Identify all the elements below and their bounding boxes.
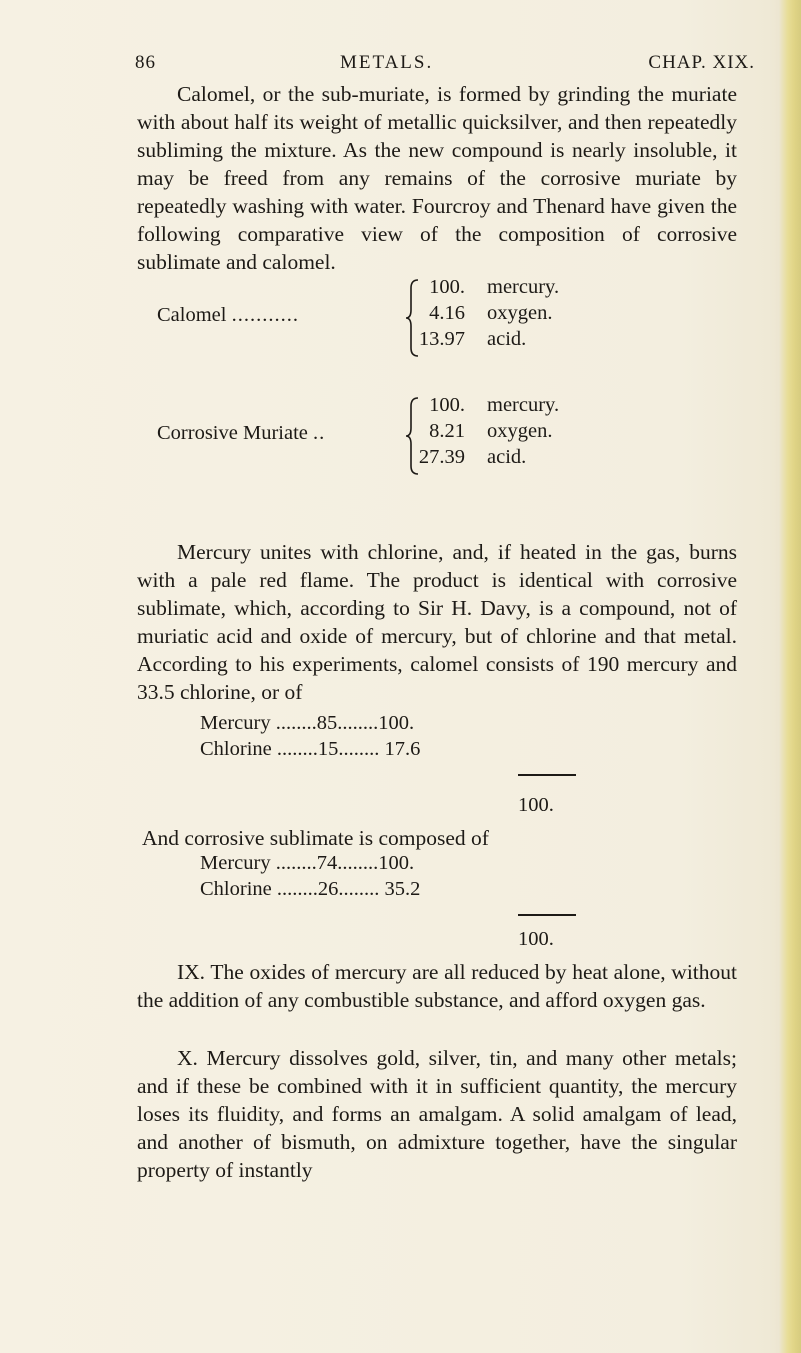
calomel-brace-table [137,276,757,360]
intro-text: Calomel, or the sub-muriate, is formed by grinding the muriate with about half its weight of metallic quicksilver, and then repeatedly subliming the mixture. As the new compound is nearly insoluble, it may be freed from any remains of the corrosive muriate by repeatedly washing with water. Fourcroy and Thenard have given the following comparative view of the composition of corrosive sublimate and calomel. [137,82,737,274]
running-header [135,52,755,82]
composition-row: Mercury ........74........100. [200,852,415,874]
row-value: 13.97 [418,328,465,350]
leader-dots: .. [313,422,326,444]
section-ix-text: IX. The oxides of mercury are all reduced by heat alone, without the addition of any combustible substance, and afford oxygen gas. [137,960,737,1012]
chapter-label: CHAP. XIX. [648,52,755,73]
row-value: 4.16 [429,302,465,324]
brace-label-text: Corrosive Muriate [157,422,308,444]
sublimate-intro [137,824,737,852]
composition-row: Chlorine ........26........ 35.2 [200,878,421,900]
section-x [137,1044,737,1184]
row-component: mercury. [487,394,560,416]
sum-rule [518,774,576,776]
running-title: METALS. [340,52,434,73]
row-value: 8.21 [429,420,465,442]
row-component: mercury. [487,276,560,298]
sublimate-intro-text: And corrosive sublimate is composed of [142,826,489,850]
row-value: 100. [429,276,465,298]
row-component: oxygen. [487,302,553,324]
corrosive-muriate-brace-table [137,394,757,478]
section-ix [137,958,737,1014]
sum-rule [518,914,576,916]
row-component: acid. [487,446,527,468]
row-value: 100. [429,394,465,416]
brace-label [157,304,299,327]
row-component: acid. [487,328,527,350]
page-number: 86 [135,52,156,73]
chlorine-paragraph [137,538,737,706]
chlorine-text: Mercury unites with chlorine, and, if heated in the gas, burns with a pale red flame. The product is identical with corrosive sublimate, which, according to Sir H. Davy, is a compound, not of muriatic acid and oxide of mercury, but of chlorine and that metal. According to his experiments, calomel consists of 190 mercury and 33.5 chlorine, or of [137,540,737,704]
section-x-text: X. Mercury dissolves gold, silver, tin, and many other metals; and if these be combined with it in sufficient quantity, the mercury loses its fluidity, and forms an amalgam. A solid amalgam of lead, and another of bismuth, on admixture together, have the singular property of instantly [137,1046,737,1182]
row-component: oxygen. [487,420,553,442]
page-edge [779,0,801,1353]
composition-row: Chlorine ........15........ 17.6 [200,738,421,760]
composition-total: 100. [518,794,554,816]
composition-row: Mercury ........85........100. [200,712,415,734]
brace-label [157,422,325,445]
leader-dots: ........... [231,304,299,326]
intro-paragraph [137,80,737,276]
row-value: 27.39 [418,446,465,468]
brace-label-text: Calomel [157,304,227,326]
composition-total: 100. [518,928,554,950]
